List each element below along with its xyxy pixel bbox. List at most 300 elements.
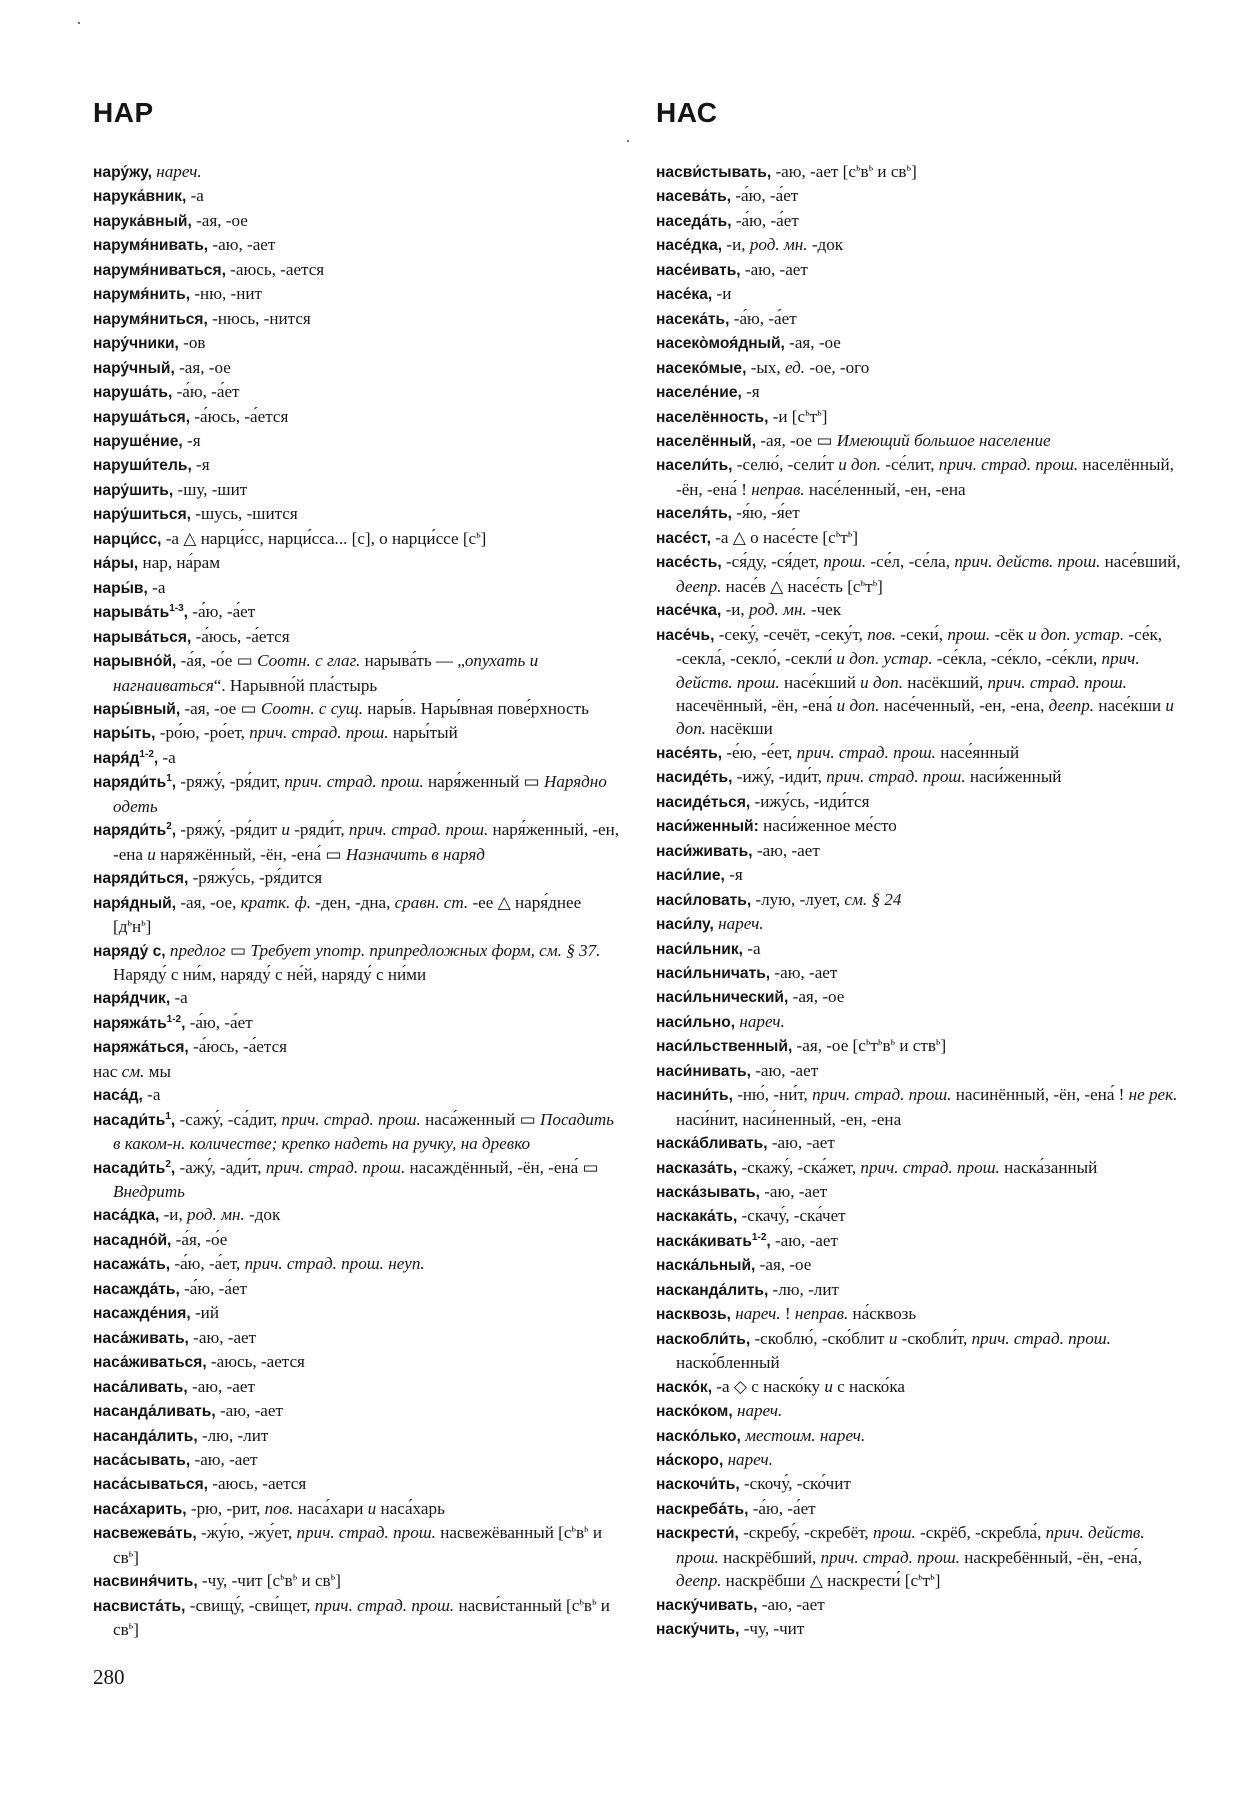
headword: наскрести́, [656,1525,739,1543]
dictionary-entry [656,985,1188,1009]
headword: наса́живаться, [93,1354,207,1372]
entry-body: -ижу́, -иди́т, прич. страд. прош. наси́женный [732,767,1062,787]
headword: наску́чивать, [656,1596,758,1614]
headword: насе́сть, [656,554,722,572]
dictionary-entry [656,765,1188,789]
dictionary-entry [656,184,1188,208]
column-header-right: НАС [656,97,718,128]
headword: насека́ть, [656,310,730,328]
dictionary-entry [93,818,623,866]
dictionary-entry [93,1301,623,1325]
entry-body: -а △ нарци́сс, нарци́сса... [с], о нарци́ссе $[с^ь]$ [161,528,487,548]
dictionary-entry [93,600,623,624]
dictionary-entry [93,866,623,890]
dictionary-entry [93,1011,623,1035]
headword: насиде́ться, [656,793,751,811]
entry-body: нареч. [727,1450,773,1470]
dictionary-entry [93,1252,623,1276]
headword: наря́дчик, [93,990,171,1008]
headword: насказа́ть, [656,1159,738,1177]
entry-body: -а [186,186,204,206]
entry-body: -и $[с^ьт^ь]$ [768,406,828,426]
dictionary-entry [656,1229,1188,1253]
headword: нары́вный, [93,700,181,718]
headword: наса́ливать, [93,1378,188,1396]
headword: наска́бливать, [656,1135,768,1153]
headword: нару́жу, [93,164,152,181]
headword: насини́ть, [656,1087,733,1105]
headword: наруши́тель, [93,457,192,475]
entry-body: -ая, -ое [$с^ьт^ьв^ь$ и ств$^ь$] [792,1036,947,1056]
entry-body: -ая, -ое ▭ Соотн. с сущ. нары́в. Нары́вная пове́рхность [180,698,589,718]
dictionary-entry [93,1497,623,1521]
entry-body: -а́я, -о́е [171,1229,228,1249]
entry-body: -ая, -ое, кратк. ф. -ден, -дна, сравн. ст. -ее △ наря́днее $[д^ьн^ь]$ [113,892,582,937]
dictionary-entry [656,623,1188,741]
entry-body: -ая, -ое [784,333,841,353]
entry-body: -аю, -ает [740,259,808,279]
dictionary-entry [93,160,623,184]
entry-body: нареч. ! неправ. на́сквозь [735,1304,917,1324]
dictionary-entry [656,501,1188,525]
headword: наса́дка, [93,1207,160,1225]
entry-body: -а́ю, -а́ет [172,382,240,402]
headword: $насади́ть^1$, [93,1110,176,1129]
entry-body: -ро́ю, -ро́ет, прич. страд. прош. нары́тый [155,723,458,743]
headword: насиде́ть, [656,769,733,787]
dictionary-entry [93,1277,623,1301]
headword: наряжа́ться, [93,1039,189,1057]
headword: нары́в, [93,579,148,597]
headword: насе́ст, [656,529,711,547]
dictionary-entry [656,282,1188,306]
entry-body: -аю, -ает [190,1450,258,1470]
dictionary-entry [656,1617,1188,1641]
dictionary-entry [93,551,623,575]
headword: $нарыва́ть^{1-3}$, [93,602,189,622]
headword: наси́живать, [656,842,753,860]
dictionary-entry [93,770,623,818]
headword: насадно́й, [93,1231,172,1249]
entry-body: -скажу́, -ска́жет, прич. страд. прош. наска́занный [737,1157,1098,1177]
entry-body: -я [182,430,201,450]
entry-body: -ню, -нит [190,284,262,304]
dictionary-entry [93,697,623,721]
entry-body: -аю, -ает [759,1182,828,1202]
entry-body: местоим. нареч. [745,1425,866,1445]
dictionary-entry [93,502,623,526]
dictionary-entry [656,380,1188,404]
dictionary-entry [656,1034,1188,1058]
headword: наси́льничать, [656,964,771,982]
dictionary-entry [93,184,623,208]
headword: наска́зывать, [656,1184,760,1202]
headword: наса́живать, [93,1329,189,1347]
headword: наса́сываться, [93,1476,208,1494]
headword: насеко̀моя́дный, [656,335,785,353]
dictionary-entry [656,356,1188,380]
headword: наскобли́ть, [656,1330,751,1348]
headword: населе́ние, [656,384,742,402]
headword: наси́льственный, [656,1038,793,1056]
dictionary-entry [93,1108,623,1156]
headword: насе́чь, [656,626,715,644]
entry-body: -аю, -ает [770,962,838,982]
dictionary-entry [656,526,1188,550]
headword: наскака́ть, [656,1208,738,1226]
entry-body: -шусь, -шится [191,504,298,524]
entry-body: -аюсь, -ается [206,1352,305,1372]
headword: $наря́д^{1-2}$, [93,748,159,767]
entry-body: -аю, -ает [757,1594,825,1614]
dictionary-entry [93,1569,623,1593]
dictionary-entry [656,1059,1188,1083]
dictionary-entry [93,527,623,551]
dictionary-entry [656,233,1188,257]
entry-body: -а́ю, -а́ет [185,1012,253,1032]
headword: насева́ть, [656,188,732,206]
headword: насажде́ния, [93,1305,191,1323]
entry-body: -ся́ду, -ся́дет, прош. -се́л, -се́ла, прич. действ. прош. насе́вший, деепр. насе́в △ насе́сть $[с^ьт^ь]$ [676,552,1181,596]
headword: наря́дный, [93,894,177,912]
entry-body: -ню́, -ни́т, прич. страд. прош. насинённый, -ён, -ена́ ! не рек. наси́нит, наси́ненный, -ен, -ена [676,1085,1178,1129]
headword: наско́лько, [656,1427,741,1445]
dictionary-entry [656,1399,1188,1423]
dictionary-entry [93,1060,623,1083]
entry-body: -а́ю, -а́ет [729,308,797,328]
headword: наси́ловать, [656,891,752,909]
dictionary-entry [93,1448,623,1472]
entry-body: -и, род. мн. -чек [721,600,842,620]
entry-body: -ая, -ое [174,357,231,377]
dictionary-entry [93,1326,623,1350]
headword: нару́шить, [93,481,174,499]
entry-body: -лю, -лит [197,1425,269,1445]
headword: насе́ка, [656,286,713,304]
dictionary-entry [656,912,1188,936]
dictionary-entry [656,453,1188,501]
entry-body: -а́юсь, -а́ется [188,1037,288,1057]
headword: насеко́мые, [656,359,747,377]
entry-body: -я [724,865,743,885]
entry-body: -аю, -ает [215,1401,283,1421]
dictionary-entry [93,429,623,453]
headword: наско́к, [656,1378,713,1396]
entry-body: -лую, -лует, см. § 24 [751,889,902,909]
entry-body: -я [191,455,210,475]
entry-body: -ажу́, -ади́т, прич. страд. прош. насаждённый, -ён, -ена́ ▭ Внедрить [113,1157,599,1202]
dictionary-entry [656,1010,1188,1034]
dictionary-entry [93,405,623,429]
entry-body: -аю, -ает [188,1327,257,1347]
headword: наруша́ть, [93,384,173,402]
entry-body: -а [170,988,188,1008]
headword: насе́ять, [656,744,723,762]
dictionary-entry [656,405,1188,429]
headword: наруша́ться, [93,408,191,426]
headword: насажа́ть, [93,1256,171,1274]
entry-body: -е́ю, -е́ет, прич. страд. прош. насе́янный [722,742,1020,762]
entry-body: -шу, -шит [173,479,248,499]
entry-body: -аю, -ает [187,1376,255,1396]
entry-body: -а́я, -о́е ▭ Соотн. с глаг. нарыва́ть — „опухать и нагнаиваться“. Нарывно́й пла́стырь [113,651,539,695]
dictionary-entry [656,1156,1188,1180]
entry-body: -а [147,577,166,597]
entry-body: -а [742,938,761,958]
dictionary-entry [656,839,1188,863]
entry-body: -аю, -ает [770,1230,838,1250]
dictionary-entry [656,1497,1188,1521]
entry-body: -чу, -чит [$с^ьв^ь$ и $св^ь$] [197,1571,341,1591]
headword: нару́чный, [93,359,175,377]
entry-body: наси́женное ме́сто [758,816,897,836]
dictionary-entry [93,1350,623,1374]
entry-body: нареч. [718,914,764,934]
headword: населённость, [656,408,769,426]
entry-body: нар, на́рам [138,553,221,573]
entry-body: -ая, -ое [191,210,248,230]
headword: нарумя́нивать, [93,237,209,255]
headword: наса́д, [93,1087,143,1105]
dictionary-column-right [656,160,1188,1642]
dictionary-entry [93,307,623,331]
dictionary-entry [93,331,623,355]
entry-body: -ий [190,1303,219,1323]
entry-body: -и, род. мн. -док [159,1205,281,1225]
entry-body: -аюсь, -ается [208,1474,307,1494]
dictionary-entry [93,939,623,987]
headword: наруше́ние, [93,432,183,450]
headword: $наряди́ть^2$, [93,821,177,840]
page-number: 280 [93,1665,125,1689]
dictionary-entry [656,550,1188,598]
entry-body: -аю, -ает [750,1060,819,1080]
dictionary-entry [93,746,623,770]
dictionary-entry [656,307,1188,331]
headword: $наряди́ть^1$, [93,773,177,792]
entry-body: -рю, -рит, пов. наса́хари и наса́харь [186,1498,445,1518]
entry-body: -а́ю, -а́ет, прич. страд. прош. неуп. [170,1254,425,1274]
dictionary-entry [93,1424,623,1448]
headword: нарука́вник, [93,188,187,206]
headword: населя́ть, [656,505,732,523]
dictionary-entry [93,986,623,1010]
entry-body: -ых, ед. -ое, -ого [746,357,870,377]
dictionary-entry [656,1253,1188,1277]
headword: нарука́вный, [93,212,192,230]
entry-body: -я [741,382,760,402]
entry-body: -аю, -ает [767,1133,835,1153]
entry-body: -сажу́, -са́дит, прич. страд. прош. наса́женный ▭ Посадить в каком-н. количестве; крепко надеть на ручку, на древко [113,1109,614,1154]
column-header-left: НАР [93,97,154,128]
headword: насвиста́ть, [93,1597,186,1615]
dictionary-entry [656,1593,1188,1617]
dictionary-entry [93,356,623,380]
entry-body: нареч. [156,162,202,181]
dictionary-entry [93,1472,623,1496]
dictionary-entry [656,160,1188,184]
entry-body: -а́ю, -а́ет [179,1278,248,1298]
dictionary-entry [93,1375,623,1399]
entry-body: -ая, -ое ▭ Имеющий большое население [756,430,1051,450]
headword: наряду́ с, [93,942,166,960]
headword: $наряжа́ть^{1-2}$, [93,1013,186,1032]
headword: нарыва́ться, [93,628,192,646]
headword: нарци́сс, [93,530,162,548]
dictionary-entry [656,888,1188,912]
entry-body: -нюсь, -нится [207,308,311,328]
entry-body: -ряжу́, -ря́дит, прич. страд. прош. наря́женный ▭ Нарядно одеть [113,772,607,816]
entry-body: -жу́ю, -жу́ет, прич. страд. прош. насвежёванный [$с^ьв^ь$ и $св^ь$] [113,1523,603,1567]
dictionary-entry [656,814,1188,838]
dictionary-entry [93,1594,623,1642]
entry-body: -а [142,1085,161,1105]
dictionary-entry [656,1472,1188,1496]
entry-body: -а [158,747,176,767]
headword: наска́кивать$^{1-2}$, [656,1231,771,1250]
dictionary-entry [93,1156,623,1204]
headword: населённый, [656,432,757,450]
entry-body: -лю, -лит [768,1279,839,1299]
headword: наса́харить, [93,1500,187,1518]
dictionary-entry [93,649,623,697]
headword: насанда́ливать, [93,1403,216,1421]
dictionary-entry [656,863,1188,887]
entry-body: -а́ю, -а́ет [731,186,799,206]
headword: наско́ком, [656,1403,733,1421]
headword: нарумя́нить, [93,286,191,304]
entry-body: -ижу́сь, -иди́тся [750,791,870,811]
entry-body: -а ◇ с наско́ку и с наско́ка [712,1376,905,1396]
headword: наску́чить, [656,1621,740,1639]
dictionary-entry [93,478,623,502]
headword: на́скоро, [656,1452,724,1470]
headword: $насади́ть^2$, [93,1158,176,1177]
dictionary-entry [656,1448,1188,1472]
entry-body: -скочу́, -ско́чит [739,1474,851,1494]
headword: наса́сывать, [93,1452,191,1470]
entry-body: -селю́, -сели́т и доп. -се́лит, прич. страд. прош. населённый, -ён, -ена́ ! неправ. насе́ленный, -ен, -ена [676,455,1174,499]
entry-body: -аю, -ает [208,235,276,255]
dictionary-entry [656,1424,1188,1448]
dictionary-entry [93,625,623,649]
entry-body: -ая, -ое [788,987,845,1007]
headword: нару́чники, [93,335,179,353]
dictionary-entry [656,429,1188,453]
headword: насканда́лить, [656,1281,769,1299]
dictionary-entry [93,258,623,282]
headword: наси́льно, [656,1013,736,1031]
headword: насе́дка, [656,237,723,255]
dictionary-entry [656,1302,1188,1326]
entry-body: -чу, -чит [739,1619,805,1639]
headword: насе́чка, [656,602,722,620]
headword: насанда́лить, [93,1427,198,1445]
dictionary-entry [93,1228,623,1252]
dictionary-entry [93,209,623,233]
headword: наряди́ться, [93,870,189,888]
headword: наскреба́ть, [656,1500,749,1518]
entry-body: -а △ о насе́сте $[с^ьт^ь]$ [710,527,859,547]
dictionary-entry [656,258,1188,282]
scan-speck [627,140,629,142]
entry-body: -а́ю, -а́ет [731,210,799,230]
headword: насе́ивать, [656,261,741,279]
dictionary-entry [656,741,1188,765]
dictionary-entry [93,576,623,600]
dictionary-entry [93,1083,623,1107]
headword: насели́ть, [656,457,733,475]
dictionary-entry [656,1083,1188,1131]
headword: нары́ть, [93,725,156,743]
headword: насви́стывать, [656,164,772,181]
headword: нару́шиться, [93,506,191,524]
dictionary-entry [656,1375,1188,1399]
entry-body: нареч. [736,1401,783,1421]
entry-body: -я́ю, -я́ет [732,503,800,523]
dictionary-entry [656,1204,1188,1228]
headword: нарумя́ниваться, [93,261,226,279]
entry-body: -свищу́, -сви́щет, прич. страд. прош. насви́станный [$с^ьв^ь$ и $св^ь$] [113,1595,610,1640]
dictionary-column-left [93,160,623,1642]
headword: насвиня́чить, [93,1573,198,1591]
headword: наска́льный, [656,1257,756,1275]
dictionary-entry [656,937,1188,961]
headword: наси́женный: [656,818,759,836]
headword: наси́нивать, [656,1062,751,1080]
entry-body: -скачу́, -ска́чет [737,1206,846,1226]
headword: наси́льник, [656,940,743,958]
dictionary-entry [93,453,623,477]
headword: наскочи́ть, [656,1476,740,1494]
dictionary-entry [656,209,1188,233]
entry-body: -ряжу́сь, -ря́дится [188,868,323,888]
entry-body: -аюсь, -ается [225,259,325,279]
entry-body: -секу́, -сечёт, -секу́т, пов. -секи́, прош. -сёк и доп. устар. -се́к, -секла́, -секло́, -секли́ и доп. устар. -се́кла, -се́кло, -се́кли, прич. действ. прош. насе́кший и доп. насёкший, прич. страд. прош. насечённый, -ён, -ена́ и доп. насе́ченный, -ен, -ена, деепр. насе́кши и доп. насёкши [676,624,1174,739]
dictionary-entry [656,1521,1188,1592]
entry-body: -а́ю, -а́ет [748,1498,816,1518]
headword: насажда́ть, [93,1280,180,1298]
dictionary-entry [656,1278,1188,1302]
entry-body: -и [712,284,732,304]
entry-body: -ряжу́, -ря́дит и -ряди́т, прич. страд. прош. наря́женный, -ен, -ена и наряжённый, -ён, -ена́ ▭ Назначить в наряд [113,820,620,864]
headword: наседа́ть, [656,212,732,230]
entry-body: -а́ю, -а́ет [188,602,256,622]
entry-body: -ая, -ое [755,1255,812,1275]
entry-body: -скоблю́, -ско́блит и -скобли́т, прич. страд. прош. наско́бленный [676,1328,1111,1373]
headword: наси́льнический, [656,989,789,1007]
entry-body: -а́юсь, -а́ется [191,626,290,646]
dictionary-entry [93,1035,623,1059]
dictionary-entry [656,790,1188,814]
entry-body: -скребу́, -скребёт, прош. -скрёб, -скребла́, прич. действ. прош. наскрёбший, прич. страд. прош. наскребённый, -ён, -ена́, деепр. наскрёбши △ наскрести́ $[с^ьт^ь]$ [676,1523,1145,1591]
dictionary-entry [93,1521,623,1569]
dictionary-entry [656,1131,1188,1155]
dictionary-entry [93,380,623,404]
headword: нарывно́й, [93,653,177,671]
dictionary-entry [656,331,1188,355]
entry-body: -и, род. мн. -док [722,235,844,255]
entry-body: предлог ▭ Требует употр. припредложных форм, см. § 37. Наряду́ с ни́м, наряду́ с не́й, наряду́ с ни́ми [113,940,601,984]
entry-body: нас см. мы [93,1061,171,1081]
dictionary-entry [93,282,623,306]
entry-body: -аю, -ает [752,840,820,860]
dictionary-entry [93,891,623,939]
headword: на́ры, [93,555,139,573]
dictionary-entry [656,598,1188,622]
headword: наси́лие, [656,867,725,885]
dictionary-entry [93,1399,623,1423]
